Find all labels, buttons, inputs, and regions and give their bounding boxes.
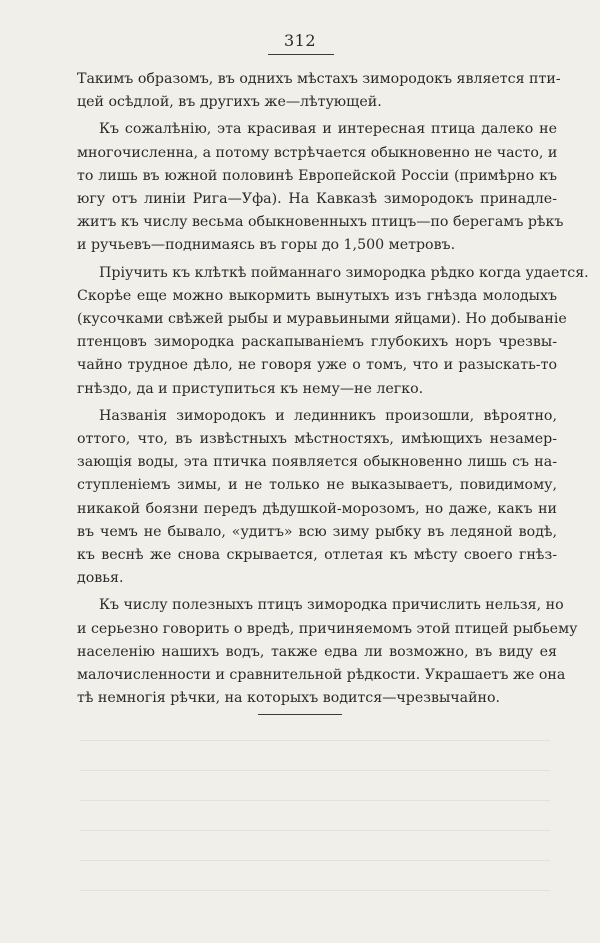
text-line: тѣ немногія рѣчки, на которыхъ водится—чрезвычайно. (77, 690, 501, 707)
text-line: въ чемъ не бывало, «удитъ» всю зиму рыбку въ ледяной водѣ, (77, 523, 557, 540)
text-line: Пріучить къ клѣткѣ пойманнаго зимородка рѣдко когда удается. (99, 264, 589, 281)
text-line: и ручьевъ—поднимаясь въ горы до 1,500 метровъ. (77, 237, 456, 254)
text-line: (кусочками свѣжей рыбы и муравьиными яйцами). Но добываніе (77, 311, 567, 328)
text-line: житъ къ числу весьма обыкновенныхъ птицъ—по берегамъ рѣкъ (77, 214, 564, 231)
text-line: ступленіемъ зимы, и не только не выказываетъ, повидимому, (77, 477, 557, 494)
paragraph-1 (77, 68, 561, 114)
text-line: чайно трудное дѣло, не говоря уже о томъ, что и разыскать-то (77, 357, 557, 374)
text-line: населенію нашихъ водъ, также едва ли возможно, въ виду ея (77, 643, 557, 660)
text-line: довья. (77, 570, 124, 587)
text-line: многочисленна, а потому встрѣчается обыкновенно не часто, и (77, 144, 558, 161)
text-line: и серьезно говорить о вредѣ, причиняемомъ этой птицей рыбьему (77, 620, 578, 637)
text-line: Названія зимородокъ и лединникъ произошли, вѣроятно, (99, 407, 557, 424)
paragraph-4 (77, 405, 557, 591)
text-line: цей осѣдлой, въ другихъ же—лѣтующей. (77, 94, 382, 111)
text-line: птенцовъ зимородка раскапываніемъ глубокихъ норъ чрезвы- (77, 334, 557, 351)
show-through-line (80, 800, 550, 801)
show-through-line (80, 830, 550, 831)
text-line: оттого, что, въ извѣстныхъ мѣстностяхъ, имѣющихъ незамер- (77, 431, 557, 448)
show-through-line (80, 860, 550, 861)
show-through-line (80, 890, 550, 891)
show-through-line (80, 770, 550, 771)
text-line: къ веснѣ же снова скрывается, отлетая къ мѣсту своего гнѣз- (77, 547, 557, 564)
text-line: Къ числу полезныхъ птицъ зимородка причислить нельзя, но (99, 597, 564, 614)
text-line: югу отъ линіи Рига—Уфа). На Кавказѣ зимородокъ принадле- (77, 191, 557, 208)
paragraph-2 (77, 118, 564, 257)
text-line: зающія воды, эта птичка появляется обыкновенно лишь съ на- (77, 454, 557, 471)
text-line: Къ сожалѣнію, эта красивая и интересная птица далеко не (99, 121, 557, 138)
header-rule (268, 54, 334, 55)
paragraph-5 (77, 594, 578, 710)
closing-rule (258, 714, 342, 715)
text-line: Скорѣе еще можно выкормить вынутыхъ изъ гнѣзда молодыхъ (77, 287, 557, 304)
text-line: то лишь въ южной половинѣ Европейской Россіи (примѣрно къ (77, 167, 557, 184)
page-number: 312 (283, 31, 317, 50)
show-through-line (80, 740, 550, 741)
text-line: малочисленности и сравнительной рѣдкости. Украшаетъ же она (77, 667, 566, 684)
text-line: гнѣздо, да и приступиться къ нему—не легко. (77, 380, 424, 397)
text-body (77, 68, 589, 714)
text-line: Такимъ образомъ, въ однихъ мѣстахъ зимородокъ является пти- (77, 71, 561, 87)
text-line: никакой боязни передъ дѣдушкой-морозомъ, но даже, какъ ни (77, 500, 557, 517)
paragraph-3 (77, 262, 589, 401)
